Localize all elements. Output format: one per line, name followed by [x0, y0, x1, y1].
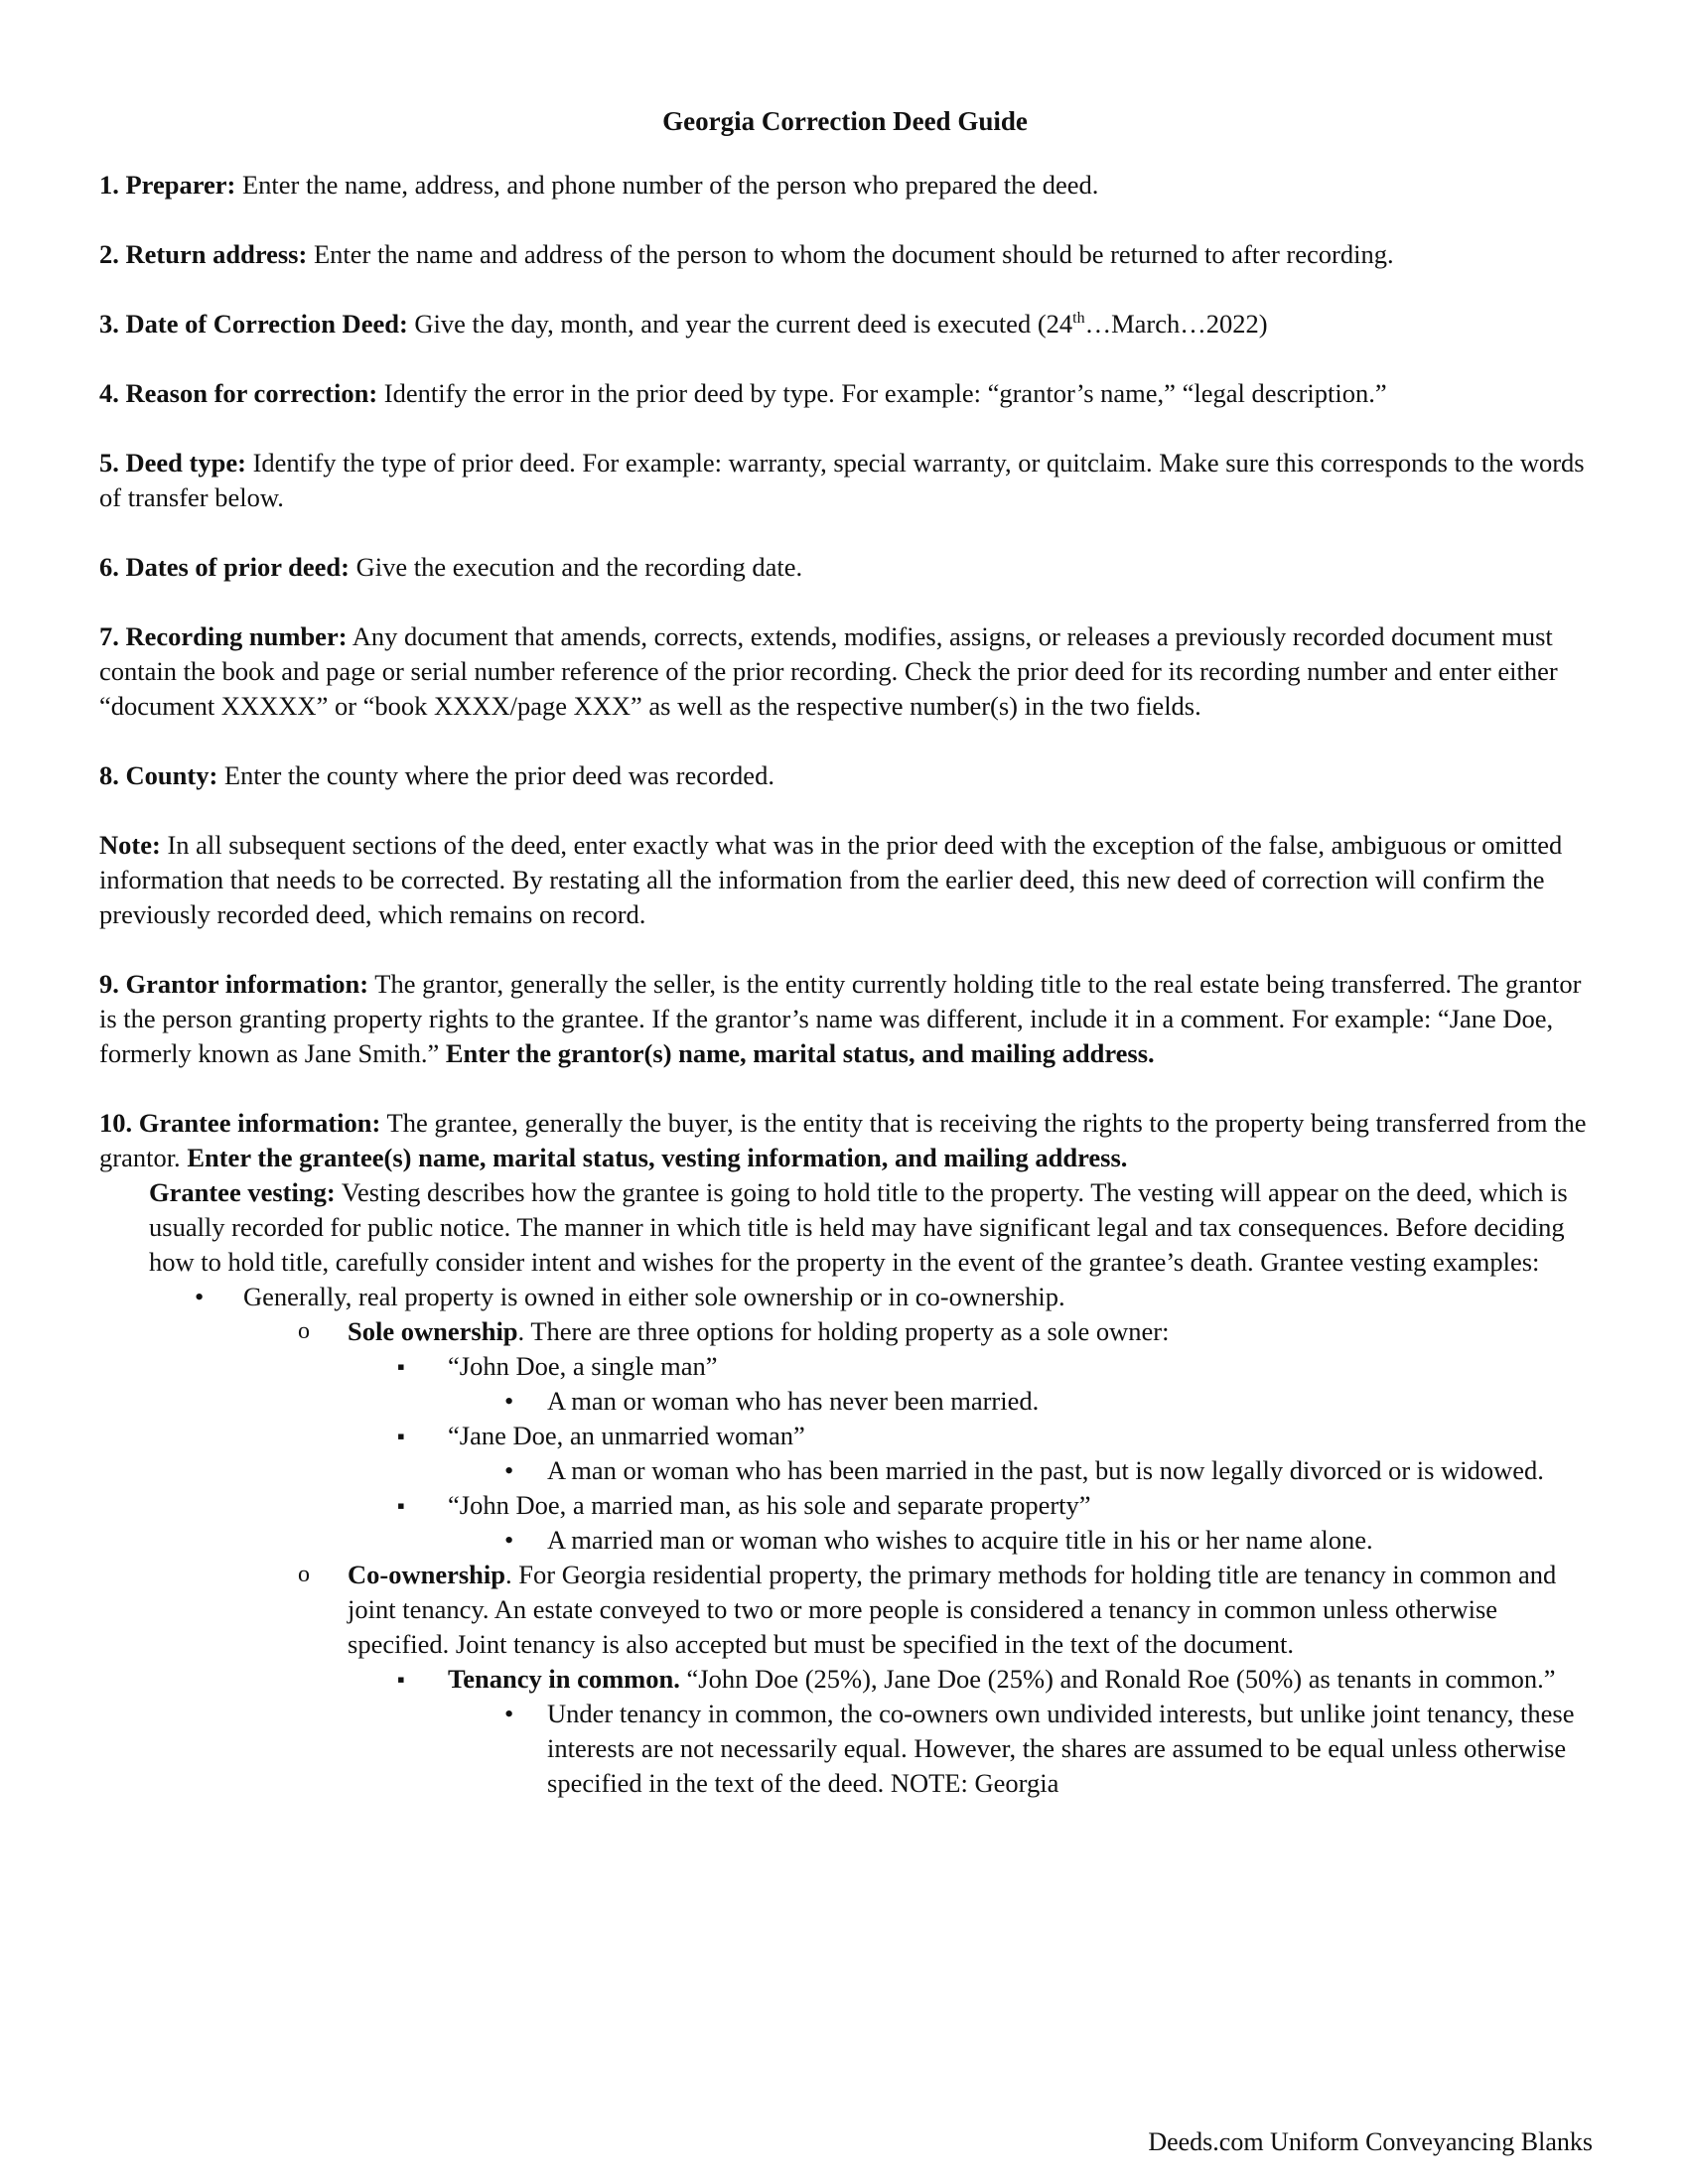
section-recording-number [99, 619, 1591, 724]
co-option-list [99, 1662, 1591, 1697]
item-text: “John Doe (25%), Jane Doe (25%) and Ronald Roe (50%) as tenants in common.” [679, 1664, 1556, 1694]
bullet-square-icon: ▪ [397, 1667, 405, 1692]
option-desc-list [99, 1384, 1591, 1419]
section-text: Enter the name and address of the person to whom the document should be returned to after recording. [307, 239, 1394, 269]
item-label: Co-ownership [348, 1560, 506, 1589]
section-text: Give the day, month, and year the current deed is executed (24 [407, 309, 1073, 339]
bullet-dot-icon: • [504, 1525, 514, 1555]
vesting-text: Vesting describes how the grantee is going to hold title to the property. The vesting will appear on the deed, which is usually recorded for public notice. The manner in which title is held may have significant legal and tax consequences. Before deciding how to hold title, carefully consider intent and wishes for the property in the event of the grantee’s death. Grantee vesting examples: [149, 1177, 1568, 1277]
section-text: Any document that amends, corrects, extends, modifies, assigns, or releases a previously recorded document must contain the book and page or serial number reference of the prior recording. Check the prior deed for its recording number and enter either “document XXXXX” or “book XXXX/page XXX” as well as the respective number(s) in the two fields. [99, 621, 1558, 721]
bullet-square-icon: ▪ [397, 1354, 405, 1379]
section-label: 8. County: [99, 760, 218, 790]
bullet-square-icon: ▪ [397, 1424, 405, 1448]
list-item-sole-ownership [99, 1314, 1591, 1349]
section-label: 5. Deed type: [99, 448, 246, 478]
section-date-of-correction [99, 307, 1591, 341]
bullet-dot-icon: • [504, 1386, 514, 1416]
option-desc-list [99, 1453, 1591, 1488]
section-county [99, 758, 1591, 793]
section-text-after: …March…2022) [1084, 309, 1268, 339]
section-text: Identify the type of prior deed. For example: warranty, special warranty, or quitclaim. Make sure this corresponds to the words of transfer below. [99, 448, 1585, 512]
ownership-list [99, 1558, 1591, 1662]
option-example: “John Doe, a single man” [448, 1351, 718, 1381]
grantee-vesting [149, 1175, 1591, 1280]
bullet-circle-icon: o [298, 1562, 310, 1587]
section-label: 4. Reason for correction: [99, 378, 378, 408]
bullet-circle-icon: o [298, 1318, 310, 1344]
section-instruction: Enter the grantor(s) name, marital status, and mailing address. [445, 1038, 1155, 1068]
section-label: 10. Grantee information: [99, 1108, 381, 1138]
section-text: The grantee, generally the buyer, is the entity that is receiving the rights to the property being transferred from the grantor. [99, 1108, 1587, 1172]
section-text: Give the execution and the recording date. [349, 552, 803, 582]
bullet-dot-icon: • [504, 1455, 514, 1485]
bullet-dot-icon: • [195, 1282, 205, 1311]
section-instruction: Enter the grantee(s) name, marital status, vesting information, and mailing address. [187, 1143, 1128, 1172]
option-desc-list [99, 1523, 1591, 1558]
option-example: “Jane Doe, an unmarried woman” [448, 1421, 805, 1450]
vesting-label: Grantee vesting: [149, 1177, 336, 1207]
list-item [99, 1697, 1591, 1801]
section-grantee-information [99, 1106, 1591, 1801]
option-example: “John Doe, a married man, as his sole and separate property” [448, 1490, 1091, 1520]
item-text: . For Georgia residential property, the primary methods for holding title are tenancy in common and joint tenancy. An estate conveyed to two or more people is considered a tenancy in common unless otherwise specified. Joint tenancy is also accepted but must be specified in the text of the document. [348, 1560, 1557, 1659]
section-return-address [99, 237, 1591, 272]
option-description: Under tenancy in common, the co-owners own undivided interests, but unlike joint tenancy, these interests are not necessarily equal. However, the shares are assumed to be equal unless otherwise specified in the text of the deed. NOTE: Georgia [547, 1699, 1575, 1798]
item-label: Sole ownership [348, 1316, 518, 1346]
section-text: Identify the error in the prior deed by type. For example: “grantor’s name,” “legal description.” [377, 378, 1387, 408]
page-title: Georgia Correction Deed Guide [662, 106, 1028, 136]
option-desc-list [99, 1697, 1591, 1801]
sole-option-list [99, 1488, 1591, 1523]
superscript: th [1072, 310, 1085, 328]
list-item [99, 1453, 1591, 1488]
section-text: The grantor, generally the seller, is the entity currently holding title to the real estate being transferred. The grantor is the person granting property rights to the grantee. If the grantor’s name was different, include it in a comment. For example: “Jane Doe, formerly known as Jane Smith.” [99, 969, 1582, 1068]
section-deed-type [99, 446, 1591, 515]
sole-option-list [99, 1419, 1591, 1453]
section-label: Note: [99, 830, 161, 860]
list-item [99, 1523, 1591, 1558]
list-item [99, 1488, 1591, 1523]
list-item [99, 1280, 1591, 1314]
section-label: 9. Grantor information: [99, 969, 369, 999]
section-grantor-information [99, 967, 1591, 1071]
grantee-intro [99, 1106, 1591, 1175]
bullet-square-icon: ▪ [397, 1493, 405, 1518]
list-item-text: Generally, real property is owned in either sole ownership or in co-ownership. [243, 1282, 1065, 1311]
ownership-list [99, 1314, 1591, 1349]
section-label: 3. Date of Correction Deed: [99, 309, 408, 339]
option-description: A man or woman who has been married in the past, but is now legally divorced or is widowed. [547, 1455, 1544, 1485]
section-preparer [99, 168, 1591, 203]
list-item [99, 1384, 1591, 1419]
section-text: Enter the county where the prior deed was recorded. [217, 760, 774, 790]
list-item [99, 1349, 1591, 1384]
item-label: Tenancy in common. [448, 1664, 680, 1694]
sole-option-list [99, 1349, 1591, 1384]
option-description: A married man or woman who wishes to acquire title in his or her name alone. [547, 1525, 1373, 1555]
list-item [99, 1419, 1591, 1453]
section-label: 6. Dates of prior deed: [99, 552, 350, 582]
section-reason-for-correction [99, 376, 1591, 411]
list-item-co-ownership [99, 1558, 1591, 1662]
option-description: A man or woman who has never been married. [547, 1386, 1040, 1416]
section-dates-of-prior-deed [99, 550, 1591, 585]
section-note [99, 828, 1591, 932]
bullet-dot-icon: • [504, 1699, 514, 1728]
section-label: 7. Recording number: [99, 621, 348, 651]
page-footer: Deeds.com Uniform Conveyancing Blanks [1148, 2127, 1593, 2156]
section-label: 2. Return address: [99, 239, 308, 269]
vesting-list [99, 1280, 1591, 1314]
list-item-tenancy-in-common [99, 1662, 1591, 1697]
section-text: In all subsequent sections of the deed, enter exactly what was in the prior deed with the exception of the false, ambiguous or omitted information that needs to be corrected. By restating all the information from the earlier deed, this new deed of correction will confirm the previously recorded deed, which remains on record. [99, 830, 1563, 929]
section-text: Enter the name, address, and phone number of the person who prepared the deed. [235, 170, 1099, 200]
section-label: 1. Preparer: [99, 170, 236, 200]
item-text: . There are three options for holding property as a sole owner: [517, 1316, 1170, 1346]
